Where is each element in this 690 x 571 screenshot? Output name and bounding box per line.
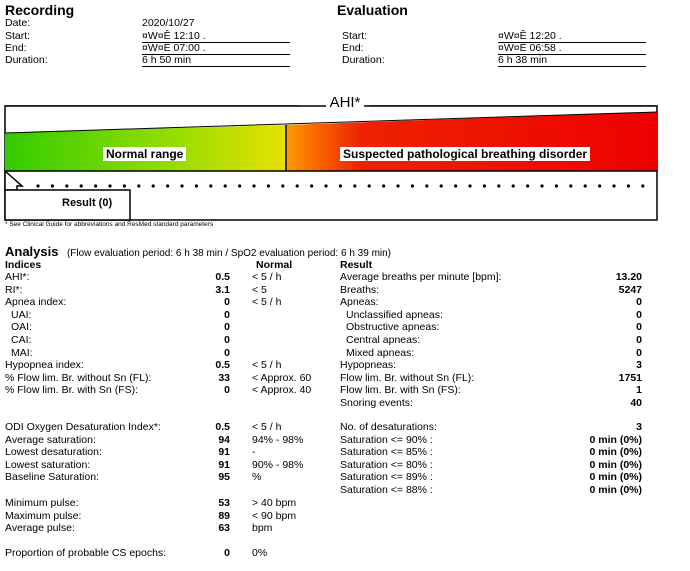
scale-dot: [238, 184, 241, 187]
index-label: Lowest desaturation:: [5, 446, 102, 459]
scale-dot: [540, 184, 543, 187]
index-label: Hypopnea index:: [5, 359, 84, 372]
index-normal: < 5 / h: [252, 271, 282, 283]
scale-dot: [411, 184, 414, 187]
scale-dot: [497, 184, 500, 187]
index-label: Minimum pulse:: [5, 497, 79, 509]
index-normal: > 40 bpm: [252, 497, 297, 509]
index-value: 0.5: [215, 421, 230, 433]
result-value: 0 min (0%): [589, 433, 642, 446]
index-value: 0: [224, 308, 230, 321]
index-value: 91: [218, 446, 230, 459]
evaluation-end-label: End:: [342, 42, 364, 54]
index-value: 94: [218, 433, 230, 446]
scale-dot: [166, 184, 169, 187]
index-label: RI*:: [5, 283, 23, 296]
index-value: 33: [218, 371, 230, 384]
index-normal: < Approx. 40: [252, 384, 312, 397]
col-indices: Indices: [5, 259, 42, 271]
index-label: Proportion of probable CS epochs:: [5, 547, 167, 559]
result-label: Obstructive apneas:: [346, 321, 440, 334]
result-label: Snoring events:: [340, 397, 413, 409]
result-value: 0: [636, 296, 642, 309]
result-label: Saturation <= 89% :: [340, 471, 433, 484]
index-label: CAI:: [11, 334, 32, 346]
result-value: 0: [636, 321, 642, 334]
result-label: Result (0): [62, 197, 113, 209]
scale-dot: [310, 184, 313, 187]
index-label: % Flow lim. Br. with Sn (FS):: [5, 384, 139, 397]
scale-dot: [224, 184, 227, 187]
index-label: MAI:: [11, 346, 33, 359]
result-value: 0 min (0%): [589, 458, 642, 471]
result-label: No. of desaturations:: [340, 421, 437, 433]
result-label: Saturation <= 88% :: [340, 484, 433, 496]
result-label: Flow lim. Br. without Sn (FL):: [340, 371, 475, 384]
evaluation-start: ¤W¤Ê 12:20 .: [498, 30, 646, 43]
index-normal: < 5 / h: [252, 421, 282, 433]
result-value: 0 min (0%): [589, 446, 642, 459]
recording-end: ¤W¤Ê 07:00 .: [142, 42, 290, 55]
index-label: UAI:: [11, 308, 32, 321]
scale-dot: [382, 184, 385, 187]
scale-dot: [180, 184, 183, 187]
result-label: Mixed apneas:: [346, 346, 415, 359]
result-value: 13.20: [615, 271, 642, 283]
scale-dot: [526, 184, 529, 187]
result-label: Breaths:: [340, 283, 380, 296]
result-label: Average breaths per minute [bpm]:: [340, 271, 502, 283]
result-label: Central apneas:: [346, 334, 421, 346]
result-value: 0: [636, 308, 642, 321]
result-label: Hypopneas:: [340, 359, 397, 372]
scale-dot: [483, 184, 486, 187]
scale-dot: [612, 184, 615, 187]
index-label: ODI Oxygen Desaturation Index*:: [5, 421, 161, 433]
result-value: 0 min (0%): [589, 471, 642, 484]
scale-dot: [267, 184, 270, 187]
scale-dot: [339, 184, 342, 187]
index-label: OAI:: [11, 321, 33, 334]
col-result: Result: [340, 259, 373, 271]
recording-date: 2020/10/27: [142, 17, 195, 29]
index-normal: 0%: [252, 547, 268, 559]
scale-dot: [569, 184, 572, 187]
index-normal: < Approx. 60: [252, 371, 312, 384]
index-value: 89: [218, 509, 230, 522]
result-value: 5247: [618, 283, 642, 296]
index-value: 53: [218, 497, 230, 509]
recording-date-label: Date:: [5, 17, 31, 29]
scale-dot: [36, 184, 39, 187]
scale-dot: [512, 184, 515, 187]
analysis-heading: [5, 243, 391, 261]
result-value: 3: [636, 421, 642, 433]
index-label: Maximum pulse:: [5, 509, 82, 522]
scale-dot: [195, 184, 198, 187]
evaluation-title: Evaluation: [337, 2, 408, 18]
evaluation-duration: 6 h 38 min: [498, 54, 646, 67]
result-value: 0 min (0%): [589, 484, 642, 496]
scale-dot: [555, 184, 558, 187]
scale-dot: [627, 184, 630, 187]
index-value: 3.1: [215, 283, 230, 296]
evaluation-start-label: Start:: [342, 30, 368, 42]
recording-duration: 6 h 50 min: [142, 54, 290, 67]
result-value: 0: [636, 346, 642, 359]
result-label: Saturation <= 80% :: [340, 458, 433, 471]
scale-dot: [296, 184, 299, 187]
scale-dot: [368, 184, 371, 187]
result-value: 40: [630, 397, 642, 409]
scale-dot: [468, 184, 471, 187]
recording-start-label: Start:: [5, 30, 31, 42]
index-label: AHI*:: [5, 271, 30, 283]
index-label: Lowest saturation:: [5, 458, 91, 471]
index-label: Average saturation:: [5, 433, 96, 446]
scale-dot: [598, 184, 601, 187]
index-normal: < 5 / h: [252, 296, 282, 309]
recording-end-label: End:: [5, 42, 27, 54]
scale-dot: [396, 184, 399, 187]
normal-range-label: Normal range: [103, 147, 186, 161]
scale-dot: [152, 184, 155, 187]
index-normal: 90% - 98%: [252, 458, 304, 471]
index-value: 63: [218, 522, 230, 535]
scale-dot: [252, 184, 255, 187]
recording-start: ¤W¤Ê 12:10 .: [142, 30, 290, 43]
scale-dot: [440, 184, 443, 187]
index-normal: 94% - 98%: [252, 433, 304, 446]
index-normal: -: [252, 446, 256, 459]
result-label: Saturation <= 85% :: [340, 446, 433, 459]
result-value: 3: [636, 359, 642, 372]
scale-dot: [324, 184, 327, 187]
result-value: 1751: [618, 371, 642, 384]
index-value: 91: [218, 458, 230, 471]
index-value: 0.5: [215, 271, 230, 283]
analysis-title: Analysis: [5, 244, 59, 259]
evaluation-duration-label: Duration:: [342, 54, 385, 66]
index-value: 0.5: [215, 359, 230, 372]
index-label: Apnea index:: [5, 296, 67, 309]
footnote: * See Clinical Guide for abbreviations and ResMed standard parameters: [5, 221, 214, 228]
pathological-label: Suspected pathological breathing disorder: [340, 147, 590, 161]
result-label: Apneas:: [340, 296, 379, 309]
index-value: 0: [224, 346, 230, 359]
scale-dot: [80, 184, 83, 187]
recording-title: Recording: [5, 2, 75, 18]
index-label: Average pulse:: [5, 522, 75, 535]
scale-dot: [281, 184, 284, 187]
index-normal: < 90 bpm: [252, 509, 297, 522]
scale-dot: [94, 184, 97, 187]
scale-dot: [65, 184, 68, 187]
index-value: 0: [224, 296, 230, 309]
index-value: 0: [224, 547, 230, 559]
scale-dot: [454, 184, 457, 187]
scale-dot: [137, 184, 140, 187]
result-label: Unclassified apneas:: [346, 308, 443, 321]
index-value: 95: [218, 471, 230, 484]
scale-dot: [209, 184, 212, 187]
recording-duration-label: Duration:: [5, 54, 48, 66]
index-normal: %: [252, 471, 262, 484]
scale-dot: [353, 184, 356, 187]
scale-dot: [51, 184, 54, 187]
index-value: 0: [224, 334, 230, 346]
index-normal: < 5: [252, 283, 267, 296]
result-value: 1: [636, 384, 642, 397]
scale-dot: [108, 184, 111, 187]
result-label: Saturation <= 90% :: [340, 433, 433, 446]
index-label: % Flow lim. Br. without Sn (FL):: [5, 371, 152, 384]
ahi-title: [0, 94, 690, 111]
evaluation-end: ¤W¤Ê 06:58 .: [498, 42, 646, 55]
index-label: Baseline Saturation:: [5, 471, 99, 484]
ahi-title-text: AHI*: [326, 94, 365, 111]
index-normal: < 5 / h: [252, 359, 282, 372]
scale-dot: [425, 184, 428, 187]
result-label: Flow lim. Br. with Sn (FS):: [340, 384, 461, 397]
index-normal: bpm: [252, 522, 273, 535]
col-normal: Normal: [256, 259, 293, 271]
scale-dot: [584, 184, 587, 187]
analysis-subtitle: (Flow evaluation period: 6 h 38 min / SpO2 evaluation period: 6 h 39 min): [66, 248, 392, 259]
index-value: 0: [224, 321, 230, 334]
index-value: 0: [224, 384, 230, 397]
scale-dot: [123, 184, 126, 187]
result-value: 0: [636, 334, 642, 346]
scale-dot: [641, 184, 644, 187]
